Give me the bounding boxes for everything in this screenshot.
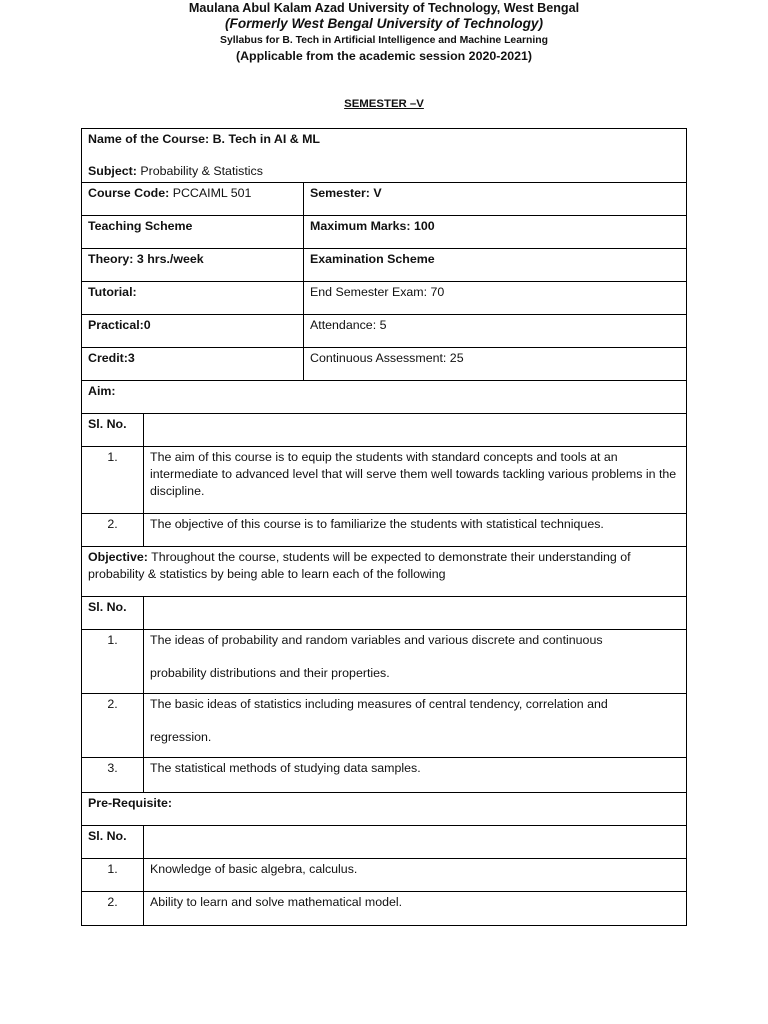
semester-cell — [304, 183, 687, 216]
course-code-value: PCCAIML 501 — [172, 186, 252, 200]
objective-item-line: The ideas of probability and random variables and various discrete and continuous — [150, 633, 603, 647]
teaching-scheme-row — [82, 216, 687, 249]
objective-item — [144, 694, 687, 758]
prerequisite-row — [82, 793, 687, 826]
semester-label: Semester: V — [310, 186, 382, 200]
attendance: Attendance: 5 — [310, 318, 387, 332]
sl-no-label: Sl. No. — [88, 417, 127, 431]
aim-label: Aim: — [88, 384, 116, 398]
table-row — [82, 859, 687, 892]
semester-heading: SEMESTER –V — [344, 98, 424, 110]
sl-number: 1. — [82, 447, 144, 514]
course-name-cell — [82, 129, 687, 183]
former-name: (Formerly West Bengal University of Technology) — [225, 16, 543, 31]
objective-label: Objective: — [88, 550, 148, 564]
prerequisite-sl-header — [82, 826, 687, 859]
practical: Practical:0 — [88, 318, 151, 332]
objective-item-line: regression. — [150, 730, 212, 744]
theory-row — [82, 249, 687, 282]
subject-label: Subject: — [88, 164, 137, 178]
theory-hours: Theory: 3 hrs./week — [88, 252, 204, 266]
table-row — [82, 630, 687, 694]
aim-text: The aim of this course is to equip the students with standard concepts and tools at an intermediate to advanced level that will serve them well towards tackling various problems in the discipline. — [144, 447, 687, 514]
course-table — [81, 128, 687, 926]
prerequisite-item: Knowledge of basic algebra, calculus. — [144, 859, 687, 892]
prerequisite-label: Pre-Requisite: — [88, 796, 172, 810]
aim-text: The objective of this course is to familiarize the students with statistical techniques. — [144, 514, 687, 547]
course-code-row — [82, 183, 687, 216]
sl-number: 2. — [82, 892, 144, 926]
end-sem-exam: End Semester Exam: 70 — [310, 285, 445, 299]
session-note: (Applicable from the academic session 2020-2021) — [235, 49, 533, 63]
aim-sl-header — [82, 414, 687, 447]
teaching-scheme: Teaching Scheme — [88, 219, 193, 233]
credit-row — [82, 348, 687, 381]
tutorial: Tutorial: — [88, 285, 137, 299]
sl-number: 3. — [82, 758, 144, 793]
credit: Credit:3 — [88, 351, 135, 365]
subject-value: Probability & Statistics — [140, 164, 263, 178]
sl-number: 2. — [82, 514, 144, 547]
university-name: Maulana Abul Kalam Azad University of Technology, West Bengal — [188, 1, 580, 15]
max-marks: Maximum Marks: 100 — [310, 219, 435, 233]
syllabus-title: Syllabus for B. Tech in Artificial Intelligence and Machine Learning — [220, 35, 548, 46]
course-code-cell — [82, 183, 304, 216]
aim-row — [82, 381, 687, 414]
course-name-row — [82, 129, 687, 183]
table-row — [82, 758, 687, 793]
objective-row — [82, 547, 687, 597]
objective-item — [144, 630, 687, 694]
objective-item-line: The basic ideas of statistics including measures of central tendency, correlation and — [150, 697, 608, 711]
exam-scheme: Examination Scheme — [310, 252, 435, 266]
sl-number: 1. — [82, 859, 144, 892]
practical-row — [82, 315, 687, 348]
sl-number: 2. — [82, 694, 144, 758]
sl-no-label: Sl. No. — [88, 600, 127, 614]
table-row — [82, 447, 687, 514]
continuous-assessment: Continuous Assessment: 25 — [310, 351, 464, 365]
sl-no-label: Sl. No. — [88, 829, 127, 843]
objective-item-line: The statistical methods of studying data samples. — [150, 761, 421, 775]
table-row — [82, 892, 687, 926]
objective-sl-header — [82, 597, 687, 630]
objective-cell — [82, 547, 687, 597]
sl-number: 1. — [82, 630, 144, 694]
table-row — [82, 514, 687, 547]
course-code-label: Course Code: — [88, 186, 170, 200]
prerequisite-item: Ability to learn and solve mathematical model. — [144, 892, 687, 926]
table-row — [82, 694, 687, 758]
course-name: Name of the Course: B. Tech in AI & ML — [88, 132, 320, 146]
objective-item — [144, 758, 687, 793]
objective-text: Throughout the course, students will be expected to demonstrate their understanding of probability & statistics by being able to learn each of the following — [88, 550, 631, 581]
objective-item-line: probability distributions and their properties. — [150, 666, 390, 680]
tutorial-row — [82, 282, 687, 315]
